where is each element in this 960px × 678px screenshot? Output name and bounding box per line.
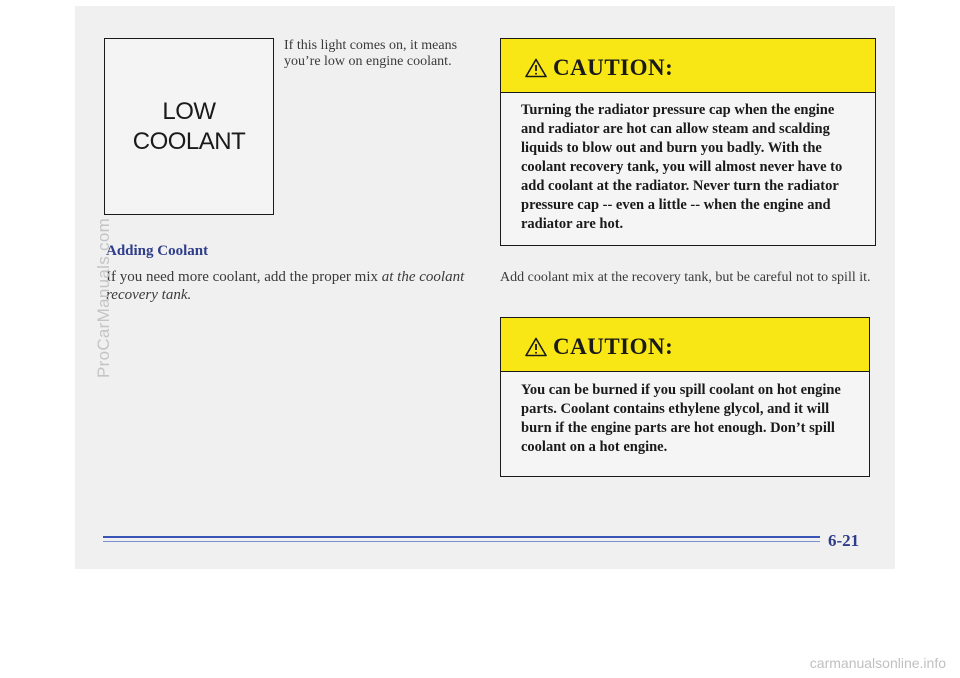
adding-coolant-text-regular: If you need more coolant, add the proper mix (106, 269, 382, 285)
caution-box-radiator-cap (500, 38, 876, 246)
footer-rule-thin (103, 541, 820, 542)
indicator-line-1: LOW (162, 98, 216, 125)
caution-title: CAUTION: (553, 334, 674, 359)
bottom-watermark: carmanualsonline.info (809, 655, 946, 671)
warning-triangle-icon (525, 337, 547, 357)
caution-title: CAUTION: (553, 55, 674, 80)
adding-coolant-text-italic: at the coolant recovery tank. (106, 269, 465, 303)
side-watermark: ProCarManuals.com (94, 217, 113, 378)
indicator-line-2: COOLANT (132, 128, 246, 155)
low-coolant-indicator (104, 38, 274, 215)
indicator-label (105, 97, 273, 157)
caution-box-spill (500, 317, 870, 477)
caution-text: You can be burned if you spill coolant on hot engine parts. Coolant contains ethylene glycol, and it will burn if the engine parts are hot enough. Don’t spill coolant on a hot engine. (521, 382, 841, 455)
warning-triangle-icon (525, 58, 547, 78)
indicator-caption: If this light comes on, it means you’re low on engine coolant. (284, 38, 458, 69)
adding-coolant-text (106, 268, 486, 304)
caution-text: Turning the radiator pressure cap when the engine and radiator are hot can allow steam and scalding liquids to blow out and burn you badly. With the coolant recovery tank, you will almost never have to add coolant at the radiator. Never turn the radiator pressure cap -- even a little -- when the engine and radiator are hot. (521, 102, 843, 232)
footer-rule (103, 536, 820, 538)
caution-header (501, 39, 875, 93)
section-heading: Adding Coolant (106, 243, 209, 259)
page-number: 6-21 (828, 531, 860, 550)
caution-header (501, 318, 869, 372)
recovery-tank-text: Add coolant mix at the recovery tank, but be careful not to spill it. (500, 270, 871, 285)
